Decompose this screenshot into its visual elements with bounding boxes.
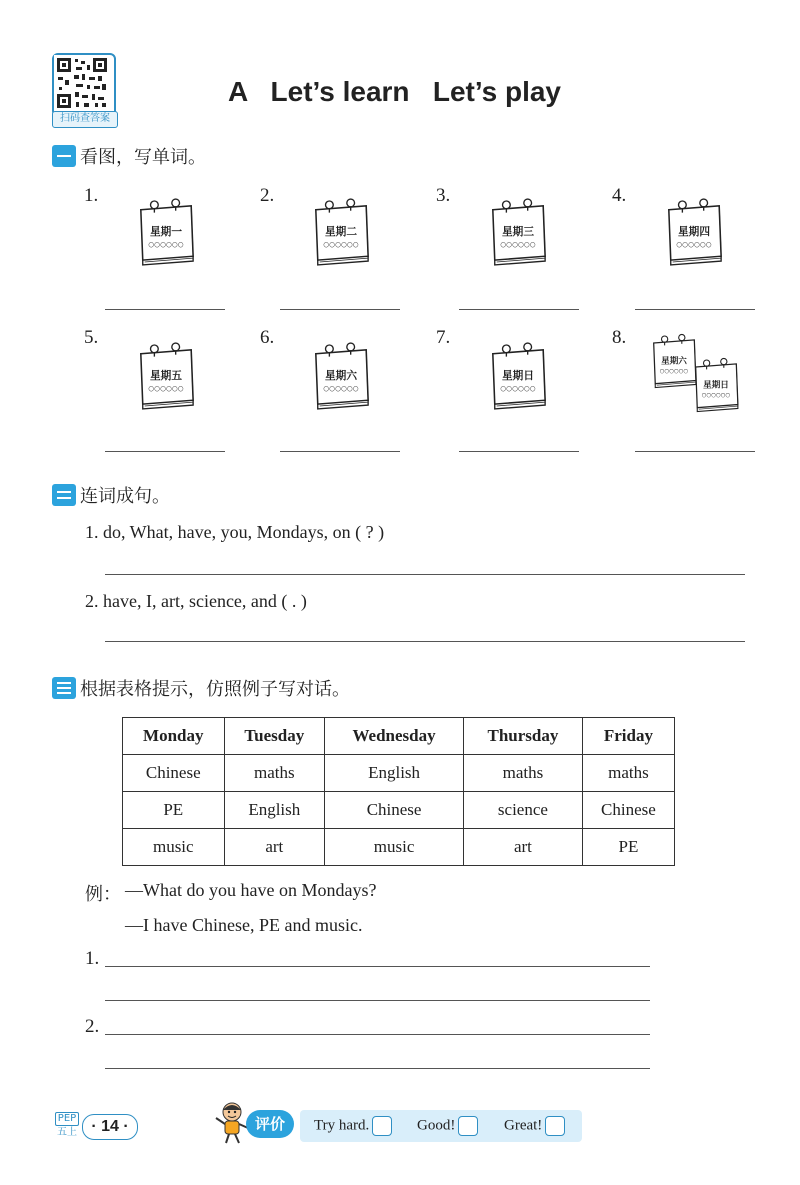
eval-option-label: Great!	[504, 1117, 543, 1134]
eval-option-label: Try hard.	[314, 1117, 370, 1134]
example-answer: —I have Chinese, PE and music.	[125, 915, 363, 935]
table-cell: music	[325, 829, 464, 866]
answer-line[interactable]	[105, 641, 745, 642]
calendar-icon	[487, 196, 549, 272]
item-number: 4.	[612, 185, 627, 206]
item-number: 2.	[260, 185, 275, 206]
table-cell: maths	[582, 755, 674, 792]
item-number: 5.	[84, 327, 99, 348]
checkbox[interactable]	[372, 1116, 392, 1136]
item-number: 6.	[260, 327, 275, 348]
table-row	[123, 792, 675, 829]
answer-line[interactable]	[105, 451, 225, 452]
table-cell: maths	[224, 755, 325, 792]
edition-tag-bottom: 五上	[57, 1127, 77, 1138]
page-number: · 14 ·	[82, 1114, 138, 1140]
table-cell: PE	[123, 792, 225, 829]
item-number: 8.	[612, 327, 627, 348]
table-header-row	[123, 718, 675, 755]
qr-code[interactable]	[52, 53, 116, 117]
calendar-icon	[135, 340, 197, 416]
calendar-label: 星期六	[661, 356, 687, 367]
calendar-label: 星期六	[325, 368, 357, 382]
qr-caption: 扫码查答案	[52, 111, 118, 128]
svg-text:○○○○○○: ○○○○○○	[676, 240, 712, 249]
edition-tag-top: PEP	[55, 1112, 79, 1126]
calendar-label: 星期四	[678, 224, 710, 238]
example-question: —What do you have on Mondays?	[125, 880, 377, 900]
table-header-cell: Friday	[582, 718, 674, 755]
edition-tag	[55, 1112, 79, 1139]
sentence-question-2: 2. have, I, art, science, and ( . )	[85, 591, 307, 611]
svg-text:○○○○○○: ○○○○○○	[323, 384, 359, 393]
answer-line[interactable]	[459, 451, 579, 452]
eval-option-great[interactable]	[504, 1116, 565, 1136]
table-cell: art	[224, 829, 325, 866]
svg-text:○○○○○○: ○○○○○○	[659, 368, 689, 375]
svg-text:○○○○○○: ○○○○○○	[500, 240, 536, 249]
sentence-question-1: 1. do, What, have, you, Mondays, on ( ? )	[85, 522, 385, 542]
answer-line[interactable]	[635, 309, 755, 310]
answer-line[interactable]	[459, 309, 579, 310]
table-cell: Chinese	[325, 792, 464, 829]
item-number: 3.	[436, 185, 451, 206]
table-header-cell: Tuesday	[224, 718, 325, 755]
answer-line[interactable]	[635, 451, 755, 452]
schedule-table	[122, 717, 675, 866]
calendar-icon	[310, 196, 372, 272]
answer-line[interactable]	[280, 451, 400, 452]
section-3-heading	[52, 675, 350, 701]
checkbox[interactable]	[545, 1116, 565, 1136]
section-1-badge-icon	[52, 145, 76, 167]
svg-text:○○○○○○: ○○○○○○	[500, 384, 536, 393]
answer-line[interactable]	[105, 1000, 650, 1001]
calendar-label: 星期二	[325, 224, 357, 238]
table-cell: art	[464, 829, 583, 866]
section-1-heading-text: 看图，写单词。	[80, 147, 206, 168]
calendar-icon	[663, 196, 725, 272]
table-header-cell: Monday	[123, 718, 225, 755]
eval-option-label: Good!	[417, 1117, 456, 1134]
calendar-label: 星期日	[502, 368, 534, 382]
section-1-heading	[52, 143, 206, 169]
table-row	[123, 829, 675, 866]
example-label: 例：	[85, 884, 121, 904]
evaluation-bar	[300, 1110, 582, 1142]
calendar-icon	[310, 340, 372, 416]
svg-text:○○○○○○: ○○○○○○	[323, 240, 359, 249]
answer-line[interactable]	[105, 574, 745, 575]
page-title: A Let’s learn Let’s play	[228, 76, 561, 107]
table-cell: music	[123, 829, 225, 866]
item-number: 7.	[436, 327, 451, 348]
section-2-heading	[52, 482, 170, 508]
table-row	[123, 755, 675, 792]
section-2-badge-icon	[52, 484, 76, 506]
checkbox[interactable]	[458, 1116, 478, 1136]
calendar-label: 星期日	[703, 380, 729, 391]
calendar-icon	[135, 196, 197, 272]
svg-text:○○○○○○: ○○○○○○	[701, 392, 731, 399]
table-cell: science	[464, 792, 583, 829]
calendar-label: 星期五	[150, 368, 182, 382]
table-header-cell: Thursday	[464, 718, 583, 755]
table-cell: Chinese	[582, 792, 674, 829]
section-2-heading-text: 连词成句。	[80, 486, 170, 507]
table-header-cell: Wednesday	[325, 718, 464, 755]
table-cell: English	[325, 755, 464, 792]
calendar-label: 星期三	[502, 224, 534, 238]
table-cell: English	[224, 792, 325, 829]
calendar-label: 星期一	[150, 224, 182, 238]
answer-line[interactable]	[105, 966, 650, 967]
answer-line[interactable]	[105, 1034, 650, 1035]
table-cell: Chinese	[123, 755, 225, 792]
eval-option-good[interactable]	[417, 1116, 478, 1136]
calendar-icon	[487, 340, 549, 416]
section-3-heading-text: 根据表格提示，仿照例子写对话。	[80, 679, 350, 700]
section-3-badge-icon	[52, 677, 76, 699]
answer-line[interactable]	[105, 309, 225, 310]
evaluation-badge: 评价	[246, 1110, 294, 1138]
answer-line[interactable]	[105, 1068, 650, 1069]
dialogue-number-1: 1.	[85, 948, 100, 969]
item-number: 1.	[84, 185, 99, 206]
table-cell: maths	[464, 755, 583, 792]
eval-option-try-hard[interactable]	[314, 1116, 392, 1136]
table-cell: PE	[582, 829, 674, 866]
dialogue-number-2: 2.	[85, 1016, 100, 1037]
svg-text:○○○○○○: ○○○○○○	[148, 240, 184, 249]
calendar-icon	[691, 356, 741, 418]
answer-line[interactable]	[280, 309, 400, 310]
svg-text:○○○○○○: ○○○○○○	[148, 384, 184, 393]
